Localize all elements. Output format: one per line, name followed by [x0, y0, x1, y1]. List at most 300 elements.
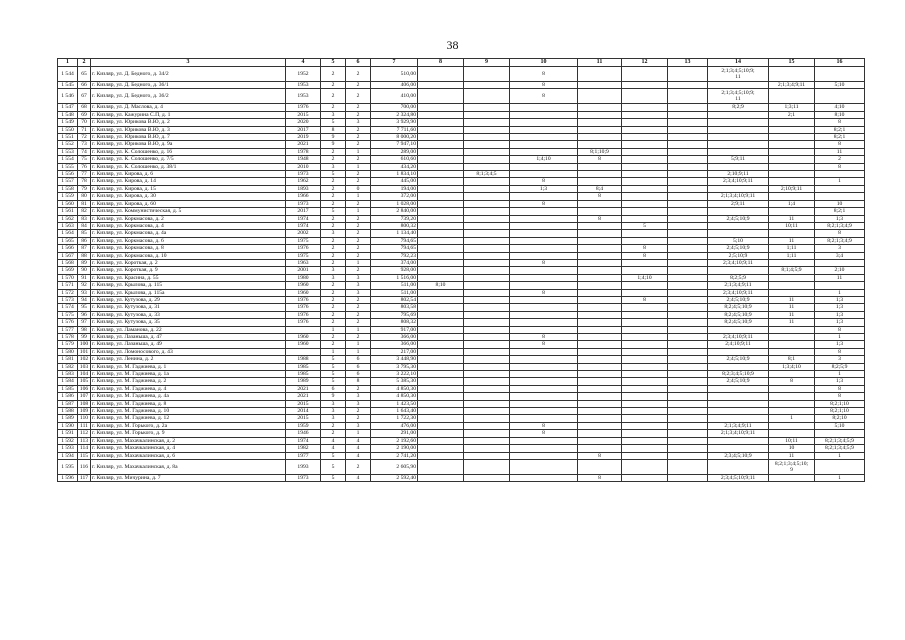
table-cell: 3 — [321, 163, 346, 170]
table-cell — [510, 230, 578, 237]
table-cell: 1988 — [286, 356, 321, 363]
table-row — [58, 304, 865, 311]
table-cell: 2 — [346, 459, 371, 474]
table-cell: 70 — [78, 119, 91, 126]
table-cell — [510, 141, 578, 148]
table-cell — [668, 119, 708, 126]
table-row — [58, 393, 865, 400]
table-cell — [622, 445, 668, 452]
table-cell — [668, 200, 708, 207]
table-cell — [578, 282, 622, 289]
table-cell — [622, 289, 668, 296]
table-cell: 739,20 — [371, 215, 418, 222]
table-cell — [622, 171, 668, 178]
table-cell — [578, 348, 622, 355]
table-cell: 0 — [346, 185, 371, 192]
table-cell: 1 591 — [58, 430, 78, 437]
table-row — [58, 237, 865, 244]
table-cell — [418, 148, 464, 155]
table-cell: 1 — [346, 430, 371, 437]
table-cell — [668, 371, 708, 378]
table-cell: 1976 — [286, 319, 321, 326]
table-cell: 8 — [510, 89, 578, 104]
table-cell: 96 — [78, 311, 91, 318]
table-cell — [418, 237, 464, 244]
table-cell — [418, 445, 464, 452]
table-row — [58, 119, 865, 126]
table-cell: 795,69 — [371, 311, 418, 318]
table-cell — [578, 245, 622, 252]
table-cell — [668, 126, 708, 133]
table-row — [58, 356, 865, 363]
table-cell: 8;2;1;10 — [815, 400, 865, 407]
table-cell — [464, 348, 510, 355]
table-cell: 2 324,80 — [371, 111, 418, 118]
table-cell: 2002 — [286, 230, 321, 237]
header-cell: 9 — [464, 59, 510, 67]
header-cell: 13 — [668, 59, 708, 67]
page-number: 38 — [446, 38, 459, 52]
table-cell — [708, 119, 769, 126]
table-cell: 2 — [346, 267, 371, 274]
table-cell — [418, 341, 464, 348]
table-cell: 6 — [321, 385, 346, 392]
table-row — [58, 378, 865, 385]
table-cell — [708, 415, 769, 422]
table-cell: 8 — [815, 385, 865, 392]
table-cell — [622, 304, 668, 311]
table-cell: 1 564 — [58, 230, 78, 237]
table-cell — [668, 445, 708, 452]
table-cell: 1 — [815, 371, 865, 378]
table-cell: 1 595 — [58, 459, 78, 474]
table-cell: 2 — [321, 252, 346, 259]
table-cell: 1 834,10 — [371, 171, 418, 178]
table-cell — [418, 459, 464, 474]
table-cell: 1 577 — [58, 326, 78, 333]
table-cell: 1;3 — [815, 341, 865, 348]
table-row — [58, 267, 865, 274]
table-row — [58, 148, 865, 155]
table-cell — [578, 134, 622, 141]
table-cell — [464, 363, 510, 370]
table-cell — [769, 422, 815, 429]
table-cell: 1 581 — [58, 356, 78, 363]
table-cell — [668, 378, 708, 385]
table-cell: 5;9;11 — [708, 156, 769, 163]
table-cell: г. Кизляр, ул. Коркмасова, д. 6 — [91, 237, 286, 244]
table-cell — [769, 178, 815, 185]
table-cell: 4 — [346, 452, 371, 459]
table-cell: г. Кизляр, ул. Лазаньша, д. 47 — [91, 334, 286, 341]
table-cell: 4 — [346, 437, 371, 444]
table-cell: 2 — [321, 334, 346, 341]
table-cell: 2 592,40 — [371, 474, 418, 481]
table-cell: 2 190,00 — [371, 445, 418, 452]
table-cell: 4 — [346, 474, 371, 481]
table-cell: 2;5;10;9 — [708, 252, 769, 259]
table-row — [58, 208, 865, 215]
table-cell: 2 — [346, 141, 371, 148]
table-cell — [622, 319, 668, 326]
table-cell: 71 — [78, 126, 91, 133]
table-cell: г. Кизляр, ул. Лазаньша, д. 49 — [91, 341, 286, 348]
table-cell: г. Кизляр, ул. Юрикова В.Ю, д. 3 — [91, 126, 286, 133]
table-cell: 289,00 — [371, 148, 418, 155]
table-cell — [622, 82, 668, 89]
table-cell — [769, 148, 815, 155]
table-cell: 2 — [321, 193, 346, 200]
table-cell — [464, 148, 510, 155]
table-cell: 2019 — [286, 134, 321, 141]
table-cell: 6 — [346, 363, 371, 370]
table-cell: 1985 — [286, 363, 321, 370]
table-cell — [708, 445, 769, 452]
table-cell: 2 — [815, 156, 865, 163]
table-cell: 8 — [578, 193, 622, 200]
table-cell: 101 — [78, 348, 91, 355]
table-cell: 10 — [769, 445, 815, 452]
table-cell: 2;4;5;10;9 — [708, 356, 769, 363]
table-cell: 794,65 — [371, 245, 418, 252]
table-cell — [510, 371, 578, 378]
table-cell: 107 — [78, 393, 91, 400]
table-cell: 1 554 — [58, 156, 78, 163]
table-cell — [578, 230, 622, 237]
table-cell — [418, 171, 464, 178]
table-cell: 1 592 — [58, 437, 78, 444]
table-cell — [510, 171, 578, 178]
table-row — [58, 326, 865, 333]
table-cell: 78 — [78, 178, 91, 185]
table-cell — [510, 215, 578, 222]
table-cell: г. Кизляр, ул. М. Гаджиева, д. 2 — [91, 378, 286, 385]
table-cell: 1 550 — [58, 126, 78, 133]
table-cell: 1 555 — [58, 163, 78, 170]
table-cell: 8 — [815, 230, 865, 237]
table-row — [58, 459, 865, 474]
table-cell — [668, 319, 708, 326]
table-cell: 67 — [78, 89, 91, 104]
table-cell — [578, 208, 622, 215]
table-cell — [464, 134, 510, 141]
table-cell: 3 — [815, 245, 865, 252]
table-cell: 8;2;1;3;4;5;9 — [815, 437, 865, 444]
table-row — [58, 415, 865, 422]
table-cell — [622, 393, 668, 400]
table-cell: г. Кизляр, ул. К. Солошенко, д. 16 — [91, 148, 286, 155]
table-cell — [510, 437, 578, 444]
table-cell: 3 — [321, 400, 346, 407]
table-cell: 1 589 — [58, 415, 78, 422]
table-cell — [418, 437, 464, 444]
table-cell — [622, 111, 668, 118]
table-cell: 75 — [78, 156, 91, 163]
table-cell: 1;3 — [815, 378, 865, 385]
header-cell: 7 — [371, 59, 418, 67]
table-cell — [622, 156, 668, 163]
table-cell — [622, 452, 668, 459]
table-cell — [708, 208, 769, 215]
table-cell — [668, 237, 708, 244]
table-cell — [418, 408, 464, 415]
table-cell: г. Кизляр, ул. М. Горького, д. 2а — [91, 422, 286, 429]
table-cell: 3 — [321, 408, 346, 415]
table-cell: 106 — [78, 385, 91, 392]
table-cell — [769, 230, 815, 237]
table-header — [58, 59, 865, 67]
table-cell: 3 — [346, 274, 371, 281]
table-cell: 3 — [346, 393, 371, 400]
table-cell: 2021 — [286, 385, 321, 392]
table-cell: 2 — [346, 408, 371, 415]
table-cell: 1 562 — [58, 215, 78, 222]
table-cell: 1 — [815, 334, 865, 341]
table-cell: г. Кизляр, ул. Крылова, д. 115 — [91, 282, 286, 289]
table-cell: 1 — [815, 178, 865, 185]
table-cell: г. Кизляр, ул. Коркмасова, д. 4а — [91, 230, 286, 237]
table-row — [58, 452, 865, 459]
table-cell — [815, 259, 865, 266]
table-cell — [622, 363, 668, 370]
table-cell — [578, 259, 622, 266]
table-cell: г. Кизляр, ул. Д. Бедного, д. 36/2 — [91, 89, 286, 104]
table-cell: 5 — [321, 363, 346, 370]
table-cell: 9 — [321, 393, 346, 400]
table-cell — [464, 452, 510, 459]
table-cell: 2;10;9;11 — [769, 185, 815, 192]
table-cell: 2 — [346, 222, 371, 229]
table-cell: 8;10 — [815, 111, 865, 118]
table-cell — [464, 274, 510, 281]
table-cell — [769, 348, 815, 355]
table-cell: 2;3;4;10;9;11 — [708, 259, 769, 266]
header-cell: 3 — [91, 59, 286, 67]
table-cell — [622, 119, 668, 126]
table-cell: 1 563 — [58, 222, 78, 229]
table-cell — [578, 393, 622, 400]
table-cell: г. Кизляр, ул. Кутузова, д. 29 — [91, 296, 286, 303]
table-row — [58, 474, 865, 481]
table-cell: 84 — [78, 222, 91, 229]
table-cell: 1 — [346, 326, 371, 333]
table-cell — [578, 289, 622, 296]
table-cell: 2 — [321, 311, 346, 318]
table-cell — [510, 415, 578, 422]
table-cell — [578, 252, 622, 259]
table-cell — [418, 156, 464, 163]
table-cell — [464, 267, 510, 274]
table-cell — [418, 208, 464, 215]
table-cell: 2 — [346, 296, 371, 303]
table-cell: 2;1;3;4;9;11 — [769, 82, 815, 89]
table-cell: 88 — [78, 252, 91, 259]
table-cell: 7 711,60 — [371, 126, 418, 133]
table-cell: 2;1 — [769, 111, 815, 118]
table-cell — [510, 274, 578, 281]
table-cell: 1;3 — [815, 311, 865, 318]
table-cell: г. Кизляр, ул. К. Солошенко, д. 38/1 — [91, 163, 286, 170]
table-cell: 2 — [321, 422, 346, 429]
table-row — [58, 215, 865, 222]
table-cell: 100 — [78, 341, 91, 348]
table-cell: 2 — [346, 252, 371, 259]
table-cell — [464, 126, 510, 133]
table-cell: 1 516,00 — [371, 274, 418, 281]
table-cell — [668, 289, 708, 296]
table-cell: 114 — [78, 445, 91, 452]
table-cell: 1 576 — [58, 319, 78, 326]
table-cell — [510, 104, 578, 111]
table-cell — [418, 82, 464, 89]
table-cell: 3 929,90 — [371, 119, 418, 126]
table-cell: 1975 — [286, 252, 321, 259]
table-row — [58, 341, 865, 348]
table-cell: г. Кизляр, ул. Коркмасова, д. 2 — [91, 215, 286, 222]
table-cell: 1 560 — [58, 200, 78, 207]
table-cell: 109 — [78, 408, 91, 415]
table-cell — [668, 230, 708, 237]
table-cell — [622, 185, 668, 192]
table-cell: 103 — [78, 363, 91, 370]
table-cell — [815, 430, 865, 437]
table-cell: 68 — [78, 104, 91, 111]
table-cell — [464, 459, 510, 474]
table-cell: 1 593 — [58, 445, 78, 452]
table-cell — [286, 326, 321, 333]
header-row — [58, 59, 865, 67]
table-cell — [578, 385, 622, 392]
header-cell: 4 — [286, 59, 321, 67]
table-cell — [622, 334, 668, 341]
table-cell: 5 — [321, 452, 346, 459]
table-cell — [769, 208, 815, 215]
table-cell: 2;3;4;5;10;9;11 — [708, 474, 769, 481]
table-cell: 77 — [78, 171, 91, 178]
table-cell — [668, 89, 708, 104]
table-cell — [578, 141, 622, 148]
table-cell: 93 — [78, 289, 91, 296]
table-cell: 4 — [321, 437, 346, 444]
table-cell: 8;2;1;3;4;5;9 — [815, 445, 865, 452]
table-cell — [510, 408, 578, 415]
table-cell: 1;3 — [815, 319, 865, 326]
table-cell — [668, 422, 708, 429]
table-cell: 1946 — [286, 430, 321, 437]
table-cell: 2 741,20 — [371, 452, 418, 459]
table-cell: 928,00 — [371, 267, 418, 274]
table-cell — [815, 185, 865, 192]
table-cell — [510, 356, 578, 363]
table-cell — [708, 148, 769, 155]
header-cell: 1 — [58, 59, 78, 67]
table-cell: 2 — [346, 178, 371, 185]
table-cell — [622, 371, 668, 378]
table-cell — [510, 222, 578, 229]
table-row — [58, 163, 865, 170]
table-row — [58, 408, 865, 415]
table-cell — [578, 341, 622, 348]
table-cell: 5;10 — [708, 237, 769, 244]
table-cell: 8 — [510, 67, 578, 82]
table-cell — [668, 452, 708, 459]
table-cell: 4 — [346, 445, 371, 452]
table-cell: г. Кизляр, ул. Ламанова, д. 22 — [91, 326, 286, 333]
table-cell — [418, 134, 464, 141]
table-cell: 2015 — [286, 415, 321, 422]
table-cell — [510, 311, 578, 318]
table-cell: 194,00 — [371, 185, 418, 192]
table-cell: 1 573 — [58, 296, 78, 303]
table-cell — [510, 208, 578, 215]
table-cell: 374,00 — [371, 259, 418, 266]
table-cell: 8;2;1 — [815, 134, 865, 141]
table-cell: 1 569 — [58, 267, 78, 274]
table-cell: 8;2;1;3;4;9 — [815, 222, 865, 229]
table-cell: 803,58 — [371, 304, 418, 311]
header-cell: 16 — [815, 59, 865, 67]
table-cell: 808,32 — [371, 319, 418, 326]
table-cell — [769, 341, 815, 348]
table-cell — [622, 267, 668, 274]
table-cell — [708, 134, 769, 141]
table-cell — [769, 371, 815, 378]
table-cell: 1;3;11 — [769, 104, 815, 111]
table-cell: г. Кизляр, ул. Кирова, д. 60 — [91, 200, 286, 207]
table-cell — [418, 400, 464, 407]
table-cell: 5 — [321, 208, 346, 215]
table-cell: 1 — [815, 474, 865, 481]
table-cell: 8 — [510, 82, 578, 89]
table-cell — [769, 274, 815, 281]
table-cell — [668, 111, 708, 118]
table-cell: 1966 — [286, 193, 321, 200]
table-cell: 1974 — [286, 437, 321, 444]
table-row — [58, 282, 865, 289]
table-cell: 11 — [769, 237, 815, 244]
table-cell — [815, 459, 865, 474]
table-cell: 1977 — [286, 452, 321, 459]
table-cell: 1973 — [286, 171, 321, 178]
table-cell — [622, 215, 668, 222]
table-cell — [418, 348, 464, 355]
table-cell — [464, 371, 510, 378]
table-cell — [708, 393, 769, 400]
table-cell: 1;3;4;10 — [769, 363, 815, 370]
table-cell: 2 — [321, 237, 346, 244]
table-cell: 1 566 — [58, 245, 78, 252]
table-cell: 11 — [769, 215, 815, 222]
table-cell: 8 — [321, 126, 346, 133]
table-cell: 2 — [321, 67, 346, 82]
table-cell: 8 — [510, 178, 578, 185]
table-cell — [578, 119, 622, 126]
table-cell: 86 — [78, 237, 91, 244]
table-cell: 1980 — [286, 274, 321, 281]
table-cell: 112 — [78, 430, 91, 437]
table-row — [58, 422, 865, 429]
table-row — [58, 252, 865, 259]
table-cell — [622, 459, 668, 474]
table-cell: 8;1;10;9 — [578, 148, 622, 155]
table-cell: 1 586 — [58, 393, 78, 400]
table-cell — [510, 378, 578, 385]
table-cell — [622, 437, 668, 444]
table-cell: 8;2;1;3;4;9 — [815, 237, 865, 244]
table-cell: 2 — [321, 82, 346, 89]
header-cell: 8 — [418, 59, 464, 67]
table-cell: 8;2;4;5;10;9 — [708, 319, 769, 326]
